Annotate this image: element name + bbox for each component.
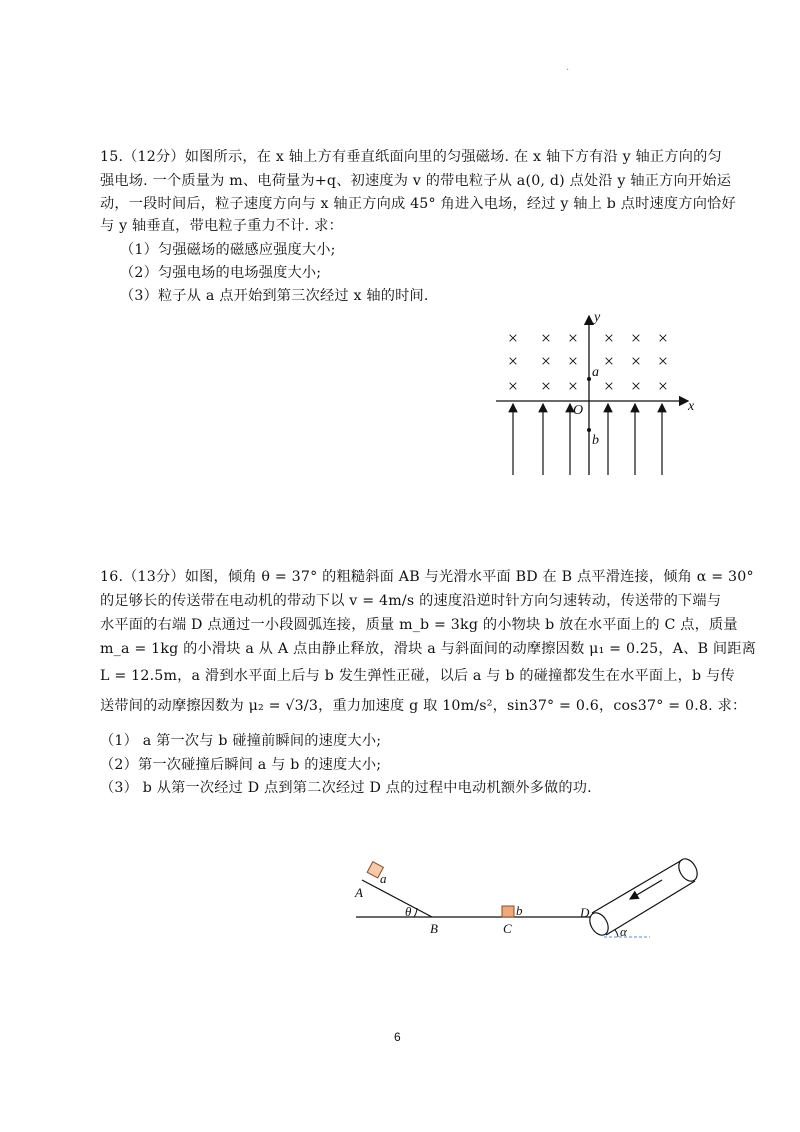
label-C: C xyxy=(503,921,512,936)
label-theta: θ xyxy=(405,904,412,919)
label-a: a xyxy=(380,871,387,886)
a-label: a xyxy=(592,365,599,380)
q16-subquestion: （1） a 第一次与 b 碰撞前瞬间的速度大小; xyxy=(100,733,382,749)
label-b: b xyxy=(516,903,523,918)
conveyor-belt xyxy=(586,856,701,939)
svg-text:×: × xyxy=(540,376,552,396)
q16-line: 16.（13分）如图，倾角 θ = 37° 的粗糙斜面 AB 与光滑水平面 BD 在 B 点平滑连接，倾角 α = 30° xyxy=(100,569,754,585)
svg-text:×: × xyxy=(603,376,615,396)
svg-text:×: × xyxy=(567,376,579,396)
svg-text:×: × xyxy=(603,328,615,348)
q16-figure xyxy=(340,850,720,950)
header-mark: . xyxy=(566,62,570,73)
label-D: D xyxy=(580,905,590,920)
label-B: B xyxy=(430,921,438,936)
svg-text:×: × xyxy=(657,328,669,348)
b-label: b xyxy=(592,433,599,448)
svg-text:×: × xyxy=(567,351,579,371)
page-number: 6 xyxy=(394,1030,401,1044)
svg-text:×: × xyxy=(657,376,669,396)
origin-label: O xyxy=(573,403,584,418)
q16-line: m_a = 1kg 的小滑块 a 从 A 点由静止释放，滑块 a 与斜面间的动摩擦因数 μ₁ = 0.25，A、B 间距离 xyxy=(100,641,757,657)
q15-subquestion: （3）粒子从 a 点开始到第三次经过 x 轴的时间. xyxy=(120,288,429,304)
q16-subquestion: （3） b 从第一次经过 D 点到第二次经过 D 点的过程中电动机额外多做的功. xyxy=(100,780,592,796)
q16-line: 的足够长的传送带在电动机的带动下以 v = 4m/s 的速度沿逆时针方向匀速转动，传送带的下端与 xyxy=(100,593,722,609)
theta-arc xyxy=(414,908,417,917)
q15-line: 强电场. 一个质量为 m、电荷量为+q、初速度为 v 的带电粒子从 a(0, d) 点处沿 y 轴正方向开始运 xyxy=(100,173,732,189)
svg-text:×: × xyxy=(540,328,552,348)
svg-text:×: × xyxy=(657,351,669,371)
label-A: A xyxy=(355,885,363,900)
q15-line: 与 y 轴垂直，带电粒子重力不计. 求： xyxy=(100,218,343,234)
block-b xyxy=(502,906,514,917)
incline-ab xyxy=(362,880,432,917)
y-axis-label: y xyxy=(594,310,601,325)
q15-subquestion: （1）匀强磁场的磁感应强度大小; xyxy=(120,242,336,258)
q15-figure xyxy=(490,303,705,483)
q16-line: 水平面的右端 D 点通过一小段圆弧连接，质量 m_b = 3kg 的小物块 b 放在水平面上的 C 点，质量 xyxy=(100,617,738,633)
svg-text:×: × xyxy=(630,376,642,396)
q15-subquestion: （2）匀强电场的电场强度大小; xyxy=(120,265,322,281)
svg-text:×: × xyxy=(630,351,642,371)
x-axis-label: x xyxy=(688,399,695,414)
magnetic-field-marks xyxy=(508,328,668,396)
svg-text:×: × xyxy=(630,328,642,348)
alpha-arc xyxy=(615,930,618,937)
electric-field-lines xyxy=(513,404,662,475)
svg-text:×: × xyxy=(540,351,552,371)
svg-text:×: × xyxy=(567,328,579,348)
q15-line: 动，一段时间后，粒子速度方向与 x 轴正方向成 45° 角进入电场，经过 y 轴上 b 点时速度方向恰好 xyxy=(100,196,736,212)
svg-text:×: × xyxy=(603,351,615,371)
point-b xyxy=(587,428,591,432)
q16-line: 送带间的动摩擦因数为 μ₂ = √3/3，重力加速度 g 取 10m/s²，sin37° = 0.6，cos37° = 0.8. 求： xyxy=(100,698,747,714)
svg-text:×: × xyxy=(507,376,519,396)
svg-text:×: × xyxy=(507,351,519,371)
svg-text:×: × xyxy=(507,328,519,348)
label-alpha: α xyxy=(620,924,627,939)
point-a xyxy=(587,377,591,381)
q15-line: 15.（12分）如图所示，在 x 轴上方有垂直纸面向里的匀强磁场. 在 x 轴下方有沿 y 轴正方向的匀 xyxy=(100,149,722,165)
q16-subquestion: （2）第一次碰撞后瞬间 a 与 b 的速度大小; xyxy=(100,757,382,773)
q16-line: L = 12.5m，a 滑到水平面上后与 b 发生弹性正碰，以后 a 与 b 的碰撞都发生在水平面上，b 与传 xyxy=(100,668,735,684)
